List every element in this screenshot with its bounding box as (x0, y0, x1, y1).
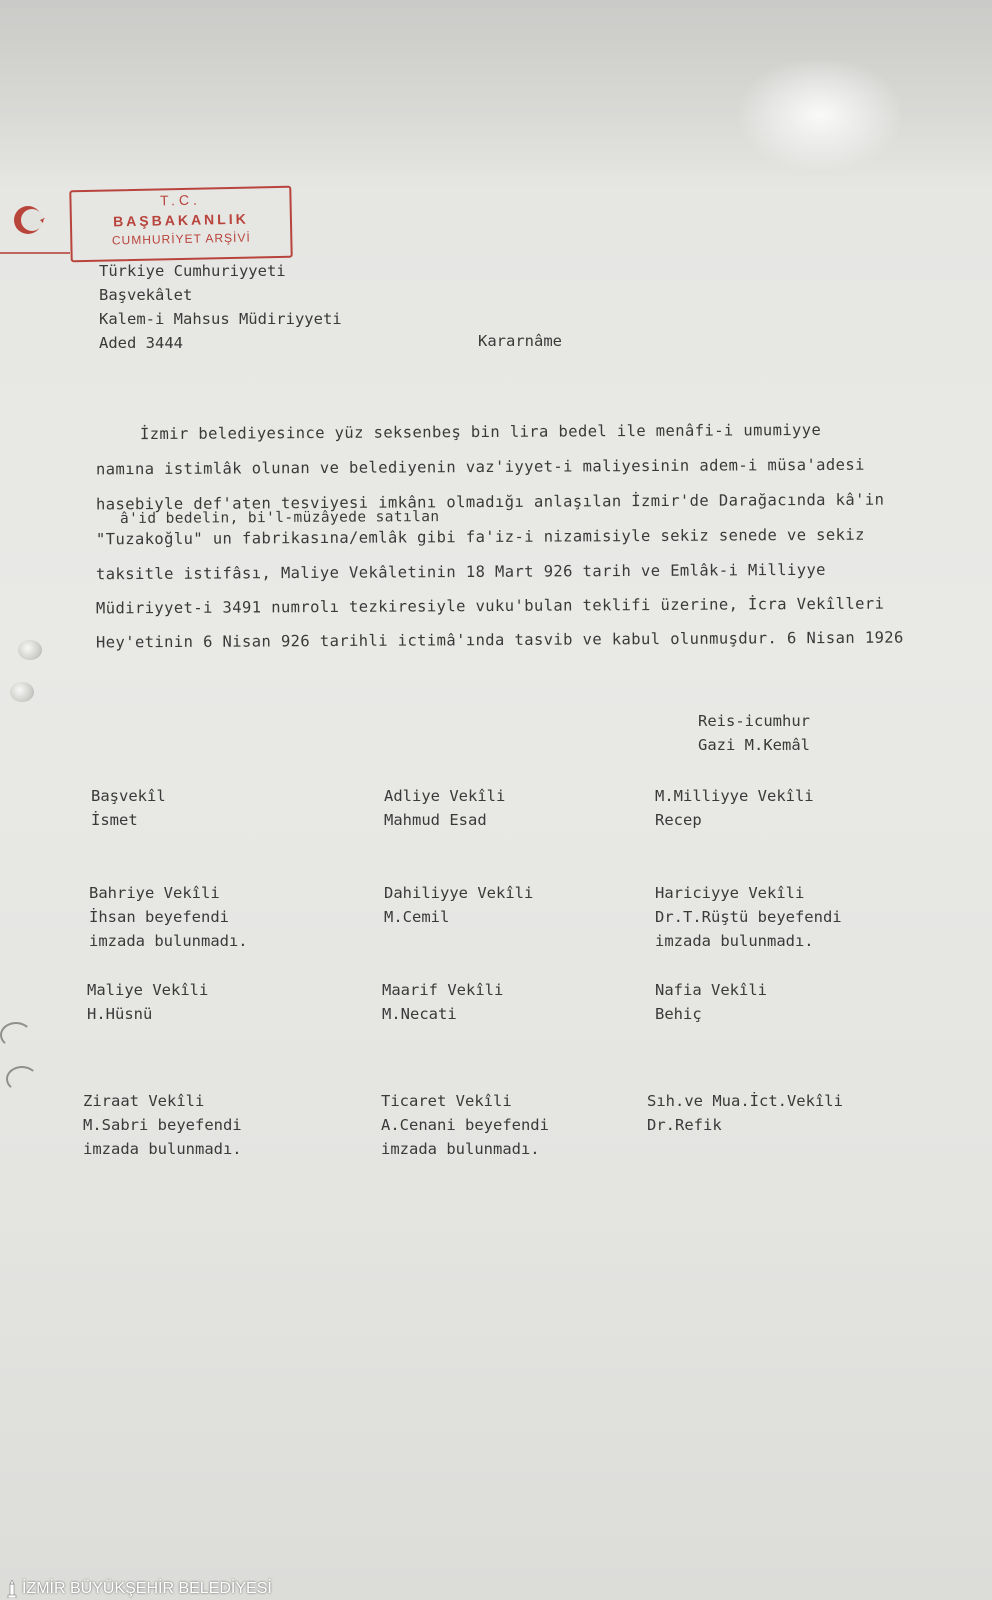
header-line-3: Kalem-i Mahsus Müdiriyyeti (99, 310, 342, 328)
body-line-2: namına istimlâk olunan ve belediyenin vaz'iyyet-i maliyesinin adem-i müsa'adesi (95, 455, 865, 479)
signatory-name: M.Cemil (384, 908, 450, 926)
body-line-6: Müdiriyyet-i 3491 numrolı tezkiresiyle vuku'bulan teklifi üzerine, İcra Vekîlleri (95, 594, 885, 618)
signatory-note: imzada bulunmadı. (89, 932, 248, 950)
header-line-4: Aded 3444 (99, 334, 183, 352)
clock-tower-icon (6, 1580, 18, 1598)
archive-stamp (69, 186, 292, 263)
body-line-5: taksitle istifâsı, Maliye Vekâletinin 18 Mart 926 tarih ve Emlâk-i Milliyye (95, 560, 826, 584)
stamp-line (0, 252, 70, 254)
stamp-line-1: T.C. (159, 191, 202, 209)
signatory-title: Ziraat Vekîli (83, 1092, 205, 1110)
watermark-text: İZMİR BÜYÜKŞEHİR BELEDİYESİ (22, 1580, 272, 1597)
header-line-1: Türkiye Cumhuriyyeti (99, 262, 286, 280)
signatory-name: Recep (655, 811, 702, 829)
signatory-title: M.Milliyye Vekîli (655, 787, 814, 805)
president-name: Gazi M.Kemâl (698, 736, 810, 754)
signatory-name: A.Cenani beyefendi (381, 1116, 549, 1134)
binder-ring (6, 1066, 38, 1092)
signatory-name: Behiç (655, 1005, 702, 1023)
president-title: Reis-icumhur (698, 712, 810, 730)
signatory-name: İhsan beyefendi (89, 908, 229, 926)
body-line-1: İzmir belediyesince yüz seksenbeş bin lira bedel ile menâfi-i umumiyye (139, 420, 822, 444)
paper-shadow (0, 0, 992, 190)
signatory-title: Başvekîl (91, 787, 166, 805)
signatory-note: imzada bulunmadı. (381, 1140, 540, 1158)
signatory-name: M.Necati (382, 1005, 457, 1023)
signatory-title: Ticaret Vekîli (381, 1092, 512, 1110)
stamp-line-3: CUMHURİYET ARŞİVİ (111, 230, 251, 248)
binder-ring (0, 1022, 32, 1048)
body-line-3: hasebiyle def'aten tesviyesi imkânı olmadığı anlaşılan İzmir'de Darağacında kâ'in (95, 490, 885, 514)
signatory-note: imzada bulunmadı. (655, 932, 814, 950)
signatory-name: Mahmud Esad (384, 811, 487, 829)
crescent-star-emblem-icon (6, 196, 54, 244)
signatory-title: Adliye Vekîli (384, 787, 506, 805)
signatory-note: imzada bulunmadı. (83, 1140, 242, 1158)
watermark (6, 1578, 272, 1600)
signatory-title: Dahiliyye Vekîli (384, 884, 534, 902)
body-line-3-insert: â'id bedelin, bi'l-müzâyede satılan (119, 509, 440, 527)
signatory-name: Dr.Refik (647, 1116, 722, 1134)
signatory-title: Sıh.ve Mua.İct.Vekîli (647, 1092, 843, 1110)
signatory-name: Dr.T.Rüştü beyefendi (655, 908, 842, 926)
signatory-title: Maarif Vekîli (382, 981, 504, 999)
punch-hole (10, 682, 34, 702)
signatory-title: Hariciyye Vekîli (655, 884, 805, 902)
body-line-4: "Tuzakoğlu" un fabrikasına/emlâk gibi fa'iz-i nizamisiyle sekiz senede ve sekiz (95, 525, 865, 549)
signatory-title: Bahriye Vekîli (89, 884, 220, 902)
signatory-name: H.Hüsnü (87, 1005, 153, 1023)
punch-hole (18, 640, 42, 660)
signatory-title: Maliye Vekîli (87, 981, 209, 999)
document-type: Kararnâme (478, 332, 562, 350)
body-line-7: Hey'etinin 6 Nisan 926 tarihli ictimâ'ında tasvib ve kabul olunmuşdur. 6 Nisan 1926 (95, 628, 904, 652)
header-line-2: Başvekâlet (99, 286, 193, 304)
signatory-name: İsmet (91, 811, 138, 829)
signatory-title: Nafia Vekîli (655, 981, 767, 999)
stamp-line-2: BAŞBAKANLIK (112, 210, 249, 230)
signatory-name: M.Sabri beyefendi (83, 1116, 242, 1134)
